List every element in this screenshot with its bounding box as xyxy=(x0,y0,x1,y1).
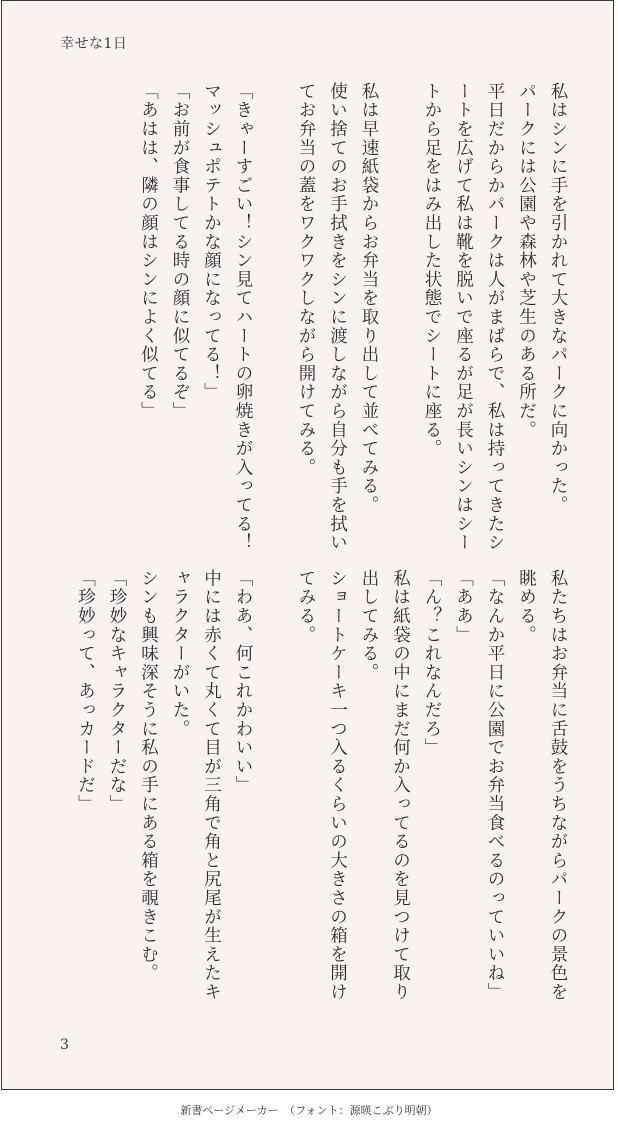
dialogue-line: 「お前が食事してる時の顔に似てるぞ」 xyxy=(170,82,190,421)
paragraph-blank xyxy=(384,82,416,552)
dialogue-line: 「ん？これなんだろ」 xyxy=(422,569,442,757)
paragraph: 中には赤くて丸くて目が三角で角と尻尾が生えたキャラクターがいた。 xyxy=(170,569,222,1002)
paragraph: ショートケーキ一つ入るくらいの大きさの箱を開けてみる。 xyxy=(296,569,348,1002)
paragraph: 使い捨てのお手拭きをシンに渡しながら自分も手を拭いてお弁当の蓋をワクワクしながら開けてみる。 xyxy=(296,82,348,552)
footer-credit: 新書ページメーカー （フォント：源暎こぶり明朝） xyxy=(180,1104,438,1117)
dialogue-line: 「珍妙って、あっカードだ」 xyxy=(75,569,96,814)
paragraph: 私は紙袋の中にまだ何か入ってるのを見つけて取り出してみる。 xyxy=(359,569,411,1002)
book-page xyxy=(1,0,614,1090)
paragraph: 平日だからかパークは人がまばらで、私は持ってきたシートを広げて私は靴を脱いで座るが足が長いシンはシートから足をはみ出した状態でシートに座る。 xyxy=(422,82,505,552)
paragraph: 私はシンに手を引かれて大きなパークに向かった。 xyxy=(548,82,568,515)
paragraph: 私は早速紙袋からお弁当を取り出して並べてみる。 xyxy=(359,82,379,515)
paragraph: パークには公園や森林や芝生のある所だ。 xyxy=(516,82,537,440)
dialogue-line: 「なんか平日に公園でお弁当食べるのっていいね」 xyxy=(485,569,505,1002)
page-title: 幸せな1日 xyxy=(60,36,128,52)
dialogue-line: 「珍妙なキャラクターだな」 xyxy=(107,569,127,814)
text-block-bottom xyxy=(58,569,573,1009)
paragraph-blank xyxy=(258,82,290,552)
dialogue-line: 「あはは、隣の顔はシンによく似てる」 xyxy=(138,82,159,421)
dialogue-line: 「きゃーすごい！シン見てハートの卵焼きが入ってる！マッシュポテトかな顔になってる！」 xyxy=(201,82,253,552)
paragraph-blank xyxy=(258,569,290,1009)
text-block-top xyxy=(58,82,573,552)
dialogue-line: 「わあ、何これかわいい」 xyxy=(233,569,253,795)
paragraph: 私たちはお弁当に舌鼓をうちながらパークの景色を眺める。 xyxy=(516,569,568,1002)
paragraph: シンも興味深そうに私の手にある箱を覗きこむ。 xyxy=(138,569,159,983)
dialogue-line: 「ああ」 xyxy=(453,569,474,645)
page-number: 3 xyxy=(60,1037,69,1053)
